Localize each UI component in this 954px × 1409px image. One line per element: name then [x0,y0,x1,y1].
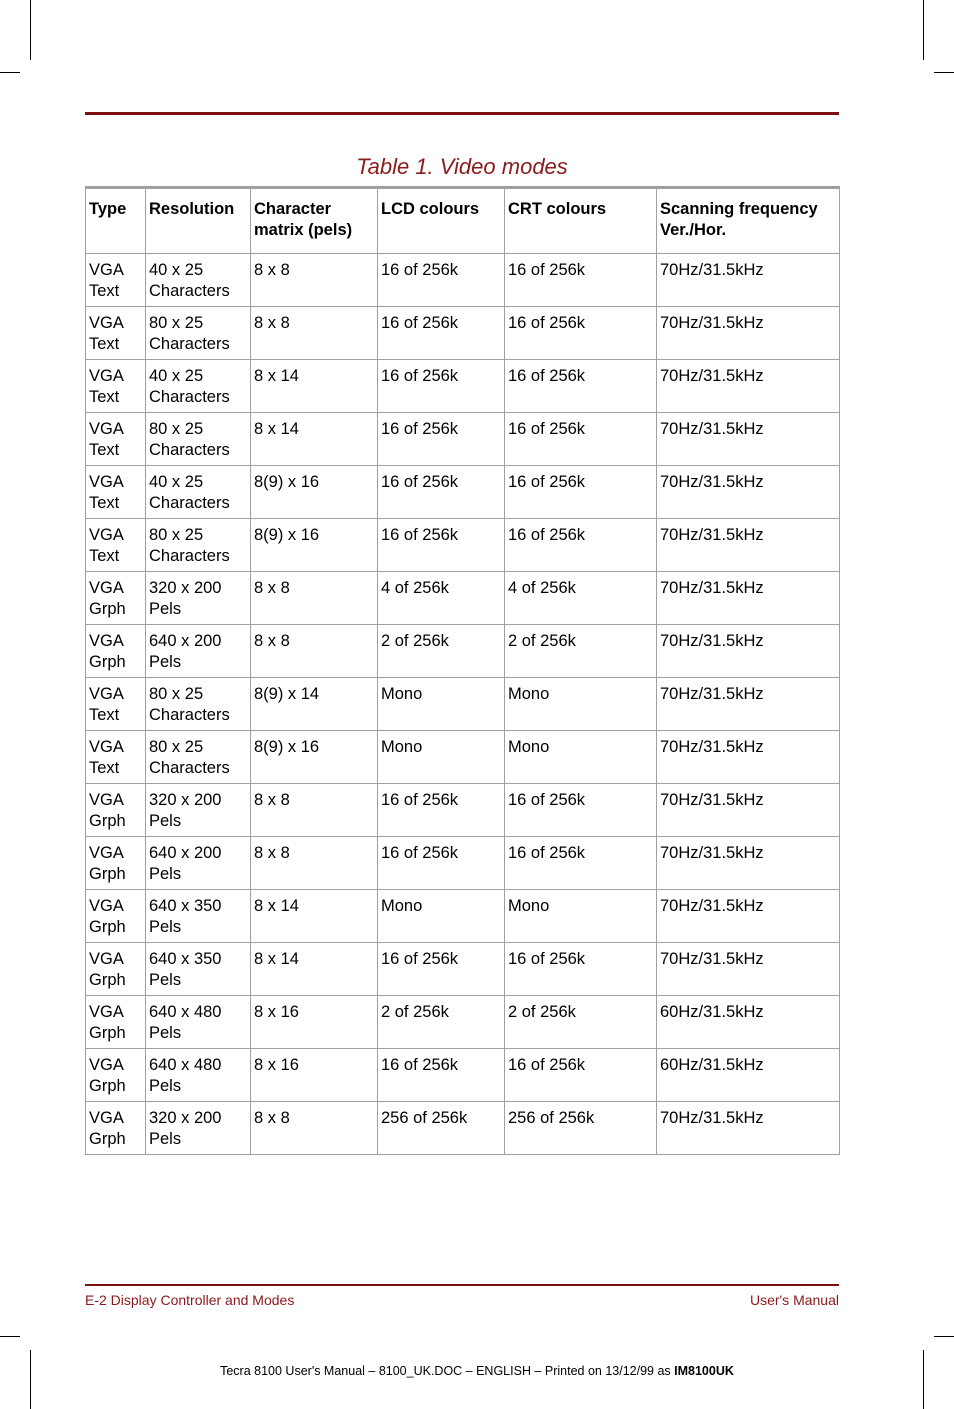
cell-type: VGA Grph [86,784,146,837]
crop-mark [923,0,924,60]
crop-mark [30,0,31,60]
cell-lcd: 16 of 256k [378,466,505,519]
table-title: Table 1. Video modes [356,154,568,179]
cell-lcd: 16 of 256k [378,413,505,466]
cell-freq: 70Hz/31.5kHz [657,837,840,890]
cell-freq: 70Hz/31.5kHz [657,943,840,996]
cell-resolution: 640 x 350 Pels [146,943,251,996]
cell-lcd: 4 of 256k [378,572,505,625]
crop-mark [923,1350,924,1409]
cell-type: VGA Grph [86,572,146,625]
cell-crt: 16 of 256k [505,466,657,519]
cell-crt: 16 of 256k [505,307,657,360]
cell-matrix: 8(9) x 16 [251,466,378,519]
cell-matrix: 8 x 8 [251,572,378,625]
header-rule [85,112,839,115]
cell-lcd: 16 of 256k [378,784,505,837]
cell-freq: 70Hz/31.5kHz [657,784,840,837]
table-row [86,307,840,360]
crop-mark [30,1350,31,1409]
cell-matrix: 8 x 8 [251,254,378,307]
cell-lcd: 2 of 256k [378,625,505,678]
column-header: Character matrix (pels) [251,188,378,254]
cell-type: VGA Text [86,413,146,466]
table-row [86,1049,840,1102]
footer-manual-label: User's Manual [749,1292,839,1308]
cell-matrix: 8 x 8 [251,837,378,890]
table-row [86,943,840,996]
cell-matrix: 8 x 14 [251,413,378,466]
cell-resolution: 40 x 25 Characters [146,254,251,307]
cell-type: VGA Text [86,731,146,784]
cell-lcd: 16 of 256k [378,943,505,996]
cell-freq: 70Hz/31.5kHz [657,519,840,572]
cell-freq: 70Hz/31.5kHz [657,360,840,413]
cell-freq: 70Hz/31.5kHz [657,572,840,625]
cell-crt: 2 of 256k [505,996,657,1049]
table-row [86,413,840,466]
cell-lcd: 16 of 256k [378,307,505,360]
cell-lcd: Mono [378,731,505,784]
footer-rule [85,1284,839,1286]
table-row [86,572,840,625]
cell-type: VGA Grph [86,1049,146,1102]
cell-freq: 60Hz/31.5kHz [657,1049,840,1102]
cell-lcd: 16 of 256k [378,254,505,307]
cell-freq: 70Hz/31.5kHz [657,254,840,307]
cell-lcd: 16 of 256k [378,837,505,890]
cell-resolution: 80 x 25 Characters [146,307,251,360]
cell-type: VGA Text [86,307,146,360]
cell-crt: Mono [505,890,657,943]
table-row [86,678,840,731]
cell-resolution: 40 x 25 Characters [146,360,251,413]
column-header: Type [86,188,146,254]
cell-type: VGA Grph [86,1102,146,1155]
cell-matrix: 8 x 8 [251,625,378,678]
cell-resolution: 640 x 200 Pels [146,837,251,890]
cell-resolution: 80 x 25 Characters [146,413,251,466]
cell-freq: 70Hz/31.5kHz [657,307,840,360]
cell-matrix: 8(9) x 16 [251,519,378,572]
cell-type: VGA Text [86,519,146,572]
cell-freq: 70Hz/31.5kHz [657,731,840,784]
cell-lcd: 16 of 256k [378,519,505,572]
column-header: CRT colours [505,188,657,254]
video-modes-table [85,186,840,1155]
cell-crt: 2 of 256k [505,625,657,678]
table-row [86,360,840,413]
column-header: Scanning frequency Ver./Hor. [657,188,840,254]
cell-lcd: Mono [378,890,505,943]
cell-crt: 16 of 256k [505,1049,657,1102]
cell-lcd: 16 of 256k [378,360,505,413]
table-header-row [86,188,840,254]
cell-matrix: 8 x 14 [251,943,378,996]
table-row [86,625,840,678]
cell-type: VGA Grph [86,996,146,1049]
table-row [86,466,840,519]
cell-crt: 16 of 256k [505,519,657,572]
cell-resolution: 40 x 25 Characters [146,466,251,519]
cell-resolution: 80 x 25 Characters [146,678,251,731]
cell-type: VGA Grph [86,837,146,890]
column-header: Resolution [146,188,251,254]
crop-mark [0,1336,20,1337]
cell-matrix: 8(9) x 16 [251,731,378,784]
cell-matrix: 8 x 14 [251,890,378,943]
cell-matrix: 8(9) x 14 [251,678,378,731]
cell-type: VGA Text [86,254,146,307]
cell-type: VGA Grph [86,625,146,678]
table-row [86,731,840,784]
cell-resolution: 320 x 200 Pels [146,572,251,625]
cell-type: VGA Text [86,678,146,731]
table-row [86,784,840,837]
cell-type: VGA Grph [86,890,146,943]
cell-crt: 16 of 256k [505,413,657,466]
cell-resolution: 640 x 480 Pels [146,996,251,1049]
cell-crt: Mono [505,678,657,731]
table-row [86,837,840,890]
table-row [86,996,840,1049]
cell-freq: 70Hz/31.5kHz [657,1102,840,1155]
cell-lcd: 2 of 256k [378,996,505,1049]
table-row [86,1102,840,1155]
cell-type: VGA Grph [86,943,146,996]
cell-matrix: 8 x 16 [251,1049,378,1102]
print-info [0,1364,954,1378]
cell-freq: 70Hz/31.5kHz [657,625,840,678]
cell-freq: 70Hz/31.5kHz [657,678,840,731]
cell-freq: 70Hz/31.5kHz [657,413,840,466]
cell-crt: 16 of 256k [505,784,657,837]
cell-matrix: 8 x 8 [251,784,378,837]
cell-freq: 70Hz/31.5kHz [657,466,840,519]
cell-resolution: 640 x 480 Pels [146,1049,251,1102]
cell-resolution: 320 x 200 Pels [146,784,251,837]
column-header: LCD colours [378,188,505,254]
cell-freq: 60Hz/31.5kHz [657,996,840,1049]
cell-crt: 4 of 256k [505,572,657,625]
cell-crt: 16 of 256k [505,943,657,996]
print-info-text: Tecra 8100 User's Manual – 8100_UK.DOC – ENGLISH – Printed on 13/12/99 as [220,1364,675,1378]
cell-lcd: Mono [378,678,505,731]
table-row [86,519,840,572]
cell-freq: 70Hz/31.5kHz [657,890,840,943]
cell-matrix: 8 x 16 [251,996,378,1049]
cell-resolution: 320 x 200 Pels [146,1102,251,1155]
cell-matrix: 8 x 8 [251,307,378,360]
cell-resolution: 80 x 25 Characters [146,731,251,784]
cell-resolution: 640 x 350 Pels [146,890,251,943]
crop-mark [934,72,954,73]
cell-crt: 256 of 256k [505,1102,657,1155]
crop-mark [0,72,20,73]
cell-crt: 16 of 256k [505,254,657,307]
crop-mark [934,1336,954,1337]
cell-matrix: 8 x 14 [251,360,378,413]
cell-type: VGA Text [86,466,146,519]
cell-resolution: 80 x 25 Characters [146,519,251,572]
cell-type: VGA Text [86,360,146,413]
cell-crt: Mono [505,731,657,784]
cell-crt: 16 of 256k [505,360,657,413]
cell-matrix: 8 x 8 [251,1102,378,1155]
cell-crt: 16 of 256k [505,837,657,890]
table-row [86,254,840,307]
footer-page-label: E-2 Display Controller and Modes [85,1292,295,1308]
cell-lcd: 256 of 256k [378,1102,505,1155]
table-row [86,890,840,943]
cell-resolution: 640 x 200 Pels [146,625,251,678]
cell-lcd: 16 of 256k [378,1049,505,1102]
print-info-code: IM8100UK [674,1364,734,1378]
